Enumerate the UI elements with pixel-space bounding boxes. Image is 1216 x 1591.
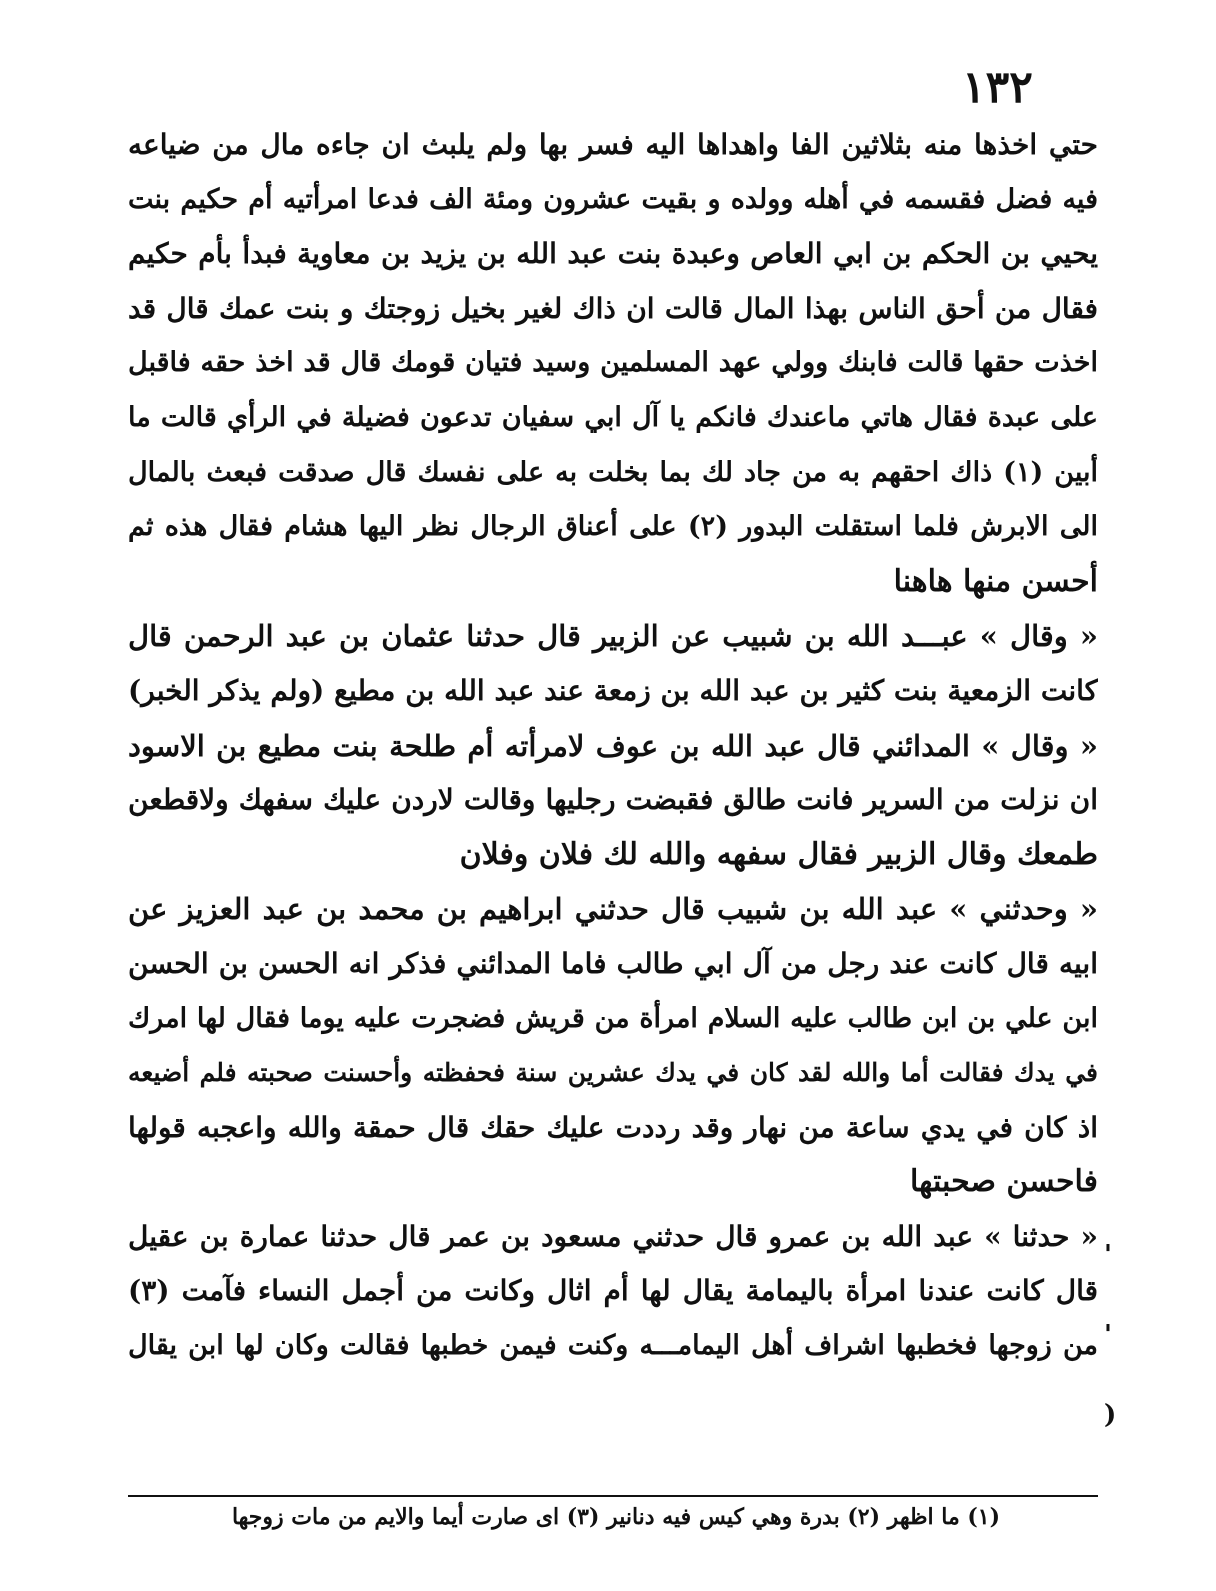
text-line: فيه فضل فقسمه في أهله وولده و بقيت عشرون ومئة الف فدعا امرأتيه أم حكيم بنت (128, 183, 1098, 215)
text-line: « حدثنا » عبد الله بن عمرو قال حدثني مسعود بن عمر قال حدثنا عمارة بن عقيل (128, 1219, 1098, 1253)
text-line: اذ كان في يدي ساعة من نهار وقد رددت عليك حقك قال حمقة والله واعجبه قولها (128, 1110, 1098, 1144)
text-line: يحيي بن الحكم بن ابي العاص وعبدة بنت عبد الله بن يزيد بن معاوية فبدأ بأم حكيم (128, 237, 1098, 271)
text-line: فاحسن صحبتها (910, 1164, 1098, 1200)
text-line: أبين (١) ذاك احقهم به من جاد لك بما بخلت به على نفسك قال صدقت فبعث بالمال (128, 456, 1098, 488)
text-line: « وقال » عبـــد الله بن شبيب عن الزبير قال حدثنا عثمان بن عبد الرحمن قال (128, 619, 1098, 654)
margin-mark: ) (1104, 1400, 1117, 1430)
text-line: فقال من أحق الناس بهذا المال قالت ان ذاك لغير بخيل زوجتك و بنت عمك قال قد (128, 291, 1098, 325)
text-line: ان نزلت من السرير فانت طالق فقبضت رجليها وقالت لاردن عليك سفهك ولاقطعن (128, 783, 1098, 817)
text-line: الى الابرش فلما استقلت البدور (٢) على أعناق الرجال نظر اليها هشام فقال هذه ثم (128, 511, 1098, 543)
body-text (128, 118, 1098, 1374)
text-line: حتي اخذها منه بثلاثين الفا واهداها اليه فسر بها ولم يلبث ان جاءه مال من ضياعه (128, 128, 1098, 161)
text-line: ابن علي بن ابن طالب عليه السلام امرأة من قريش فضجرت عليه يوما فقال لها امرك (128, 1002, 1098, 1034)
text-line: اخذت حقها قالت فابنك وولي عهد المسلمين وسيد فتيان قومك قال قد اخذ حقه فاقبل (128, 347, 1098, 379)
footnote: (١) ما اظهر (٢) بدرة وهي كيس فيه دنانير (٣) اى صارت أيما والايم من مات زوجها (231, 1504, 1001, 1530)
text-line: « وقال » المدائني قال عبد الله بن عوف لامرأته أم طلحة بنت مطيع بن الاسود (128, 728, 1098, 763)
text-line: قال كانت عندنا امرأة باليمامة يقال لها أم اثال وكانت من أجمل النساء فآمت (٣) (128, 1274, 1098, 1308)
text-line: كانت الزمعية بنت كثير بن عبد الله بن زمعة عند عبد الله بن مطيع (ولم يذكر الخبر) (128, 673, 1098, 707)
text-line: من زوجها فخطبها اشراف أهل اليمامـــه وكنت فيمن خطبها فقالت وكان لها ابن يقال (128, 1330, 1098, 1362)
page-number: ١٣٢ (962, 62, 1033, 113)
text-line: طمعك وقال الزبير فقال سفهه والله لك فلان وفلان (459, 836, 1098, 872)
footnote-divider (128, 1495, 1098, 1497)
margin-mark: ' (1104, 1240, 1112, 1270)
text-line: « وحدثني » عبد الله بن شبيب قال حدثني ابراهيم بن محمد بن عبد العزيز عن (128, 892, 1098, 927)
text-line: في يدك فقالت أما والله لقد كان في يدك عشرين سنة فحفظته وأحسنت صحبته فلم أضيعه (128, 1058, 1098, 1088)
text-line: ابيه قال كانت عند رجل من آل ابي طالب فاما المدائني فذكر انه الحسن بن الحسن (128, 946, 1098, 980)
text-line: على عبدة فقال هاتي ماعندك فانكم يا آل ابي سفيان تدعون فضيلة في الرأي قالت ما (128, 401, 1098, 433)
text-line: أحسن منها هاهنا (893, 563, 1098, 599)
margin-mark: ' (1104, 1320, 1112, 1350)
